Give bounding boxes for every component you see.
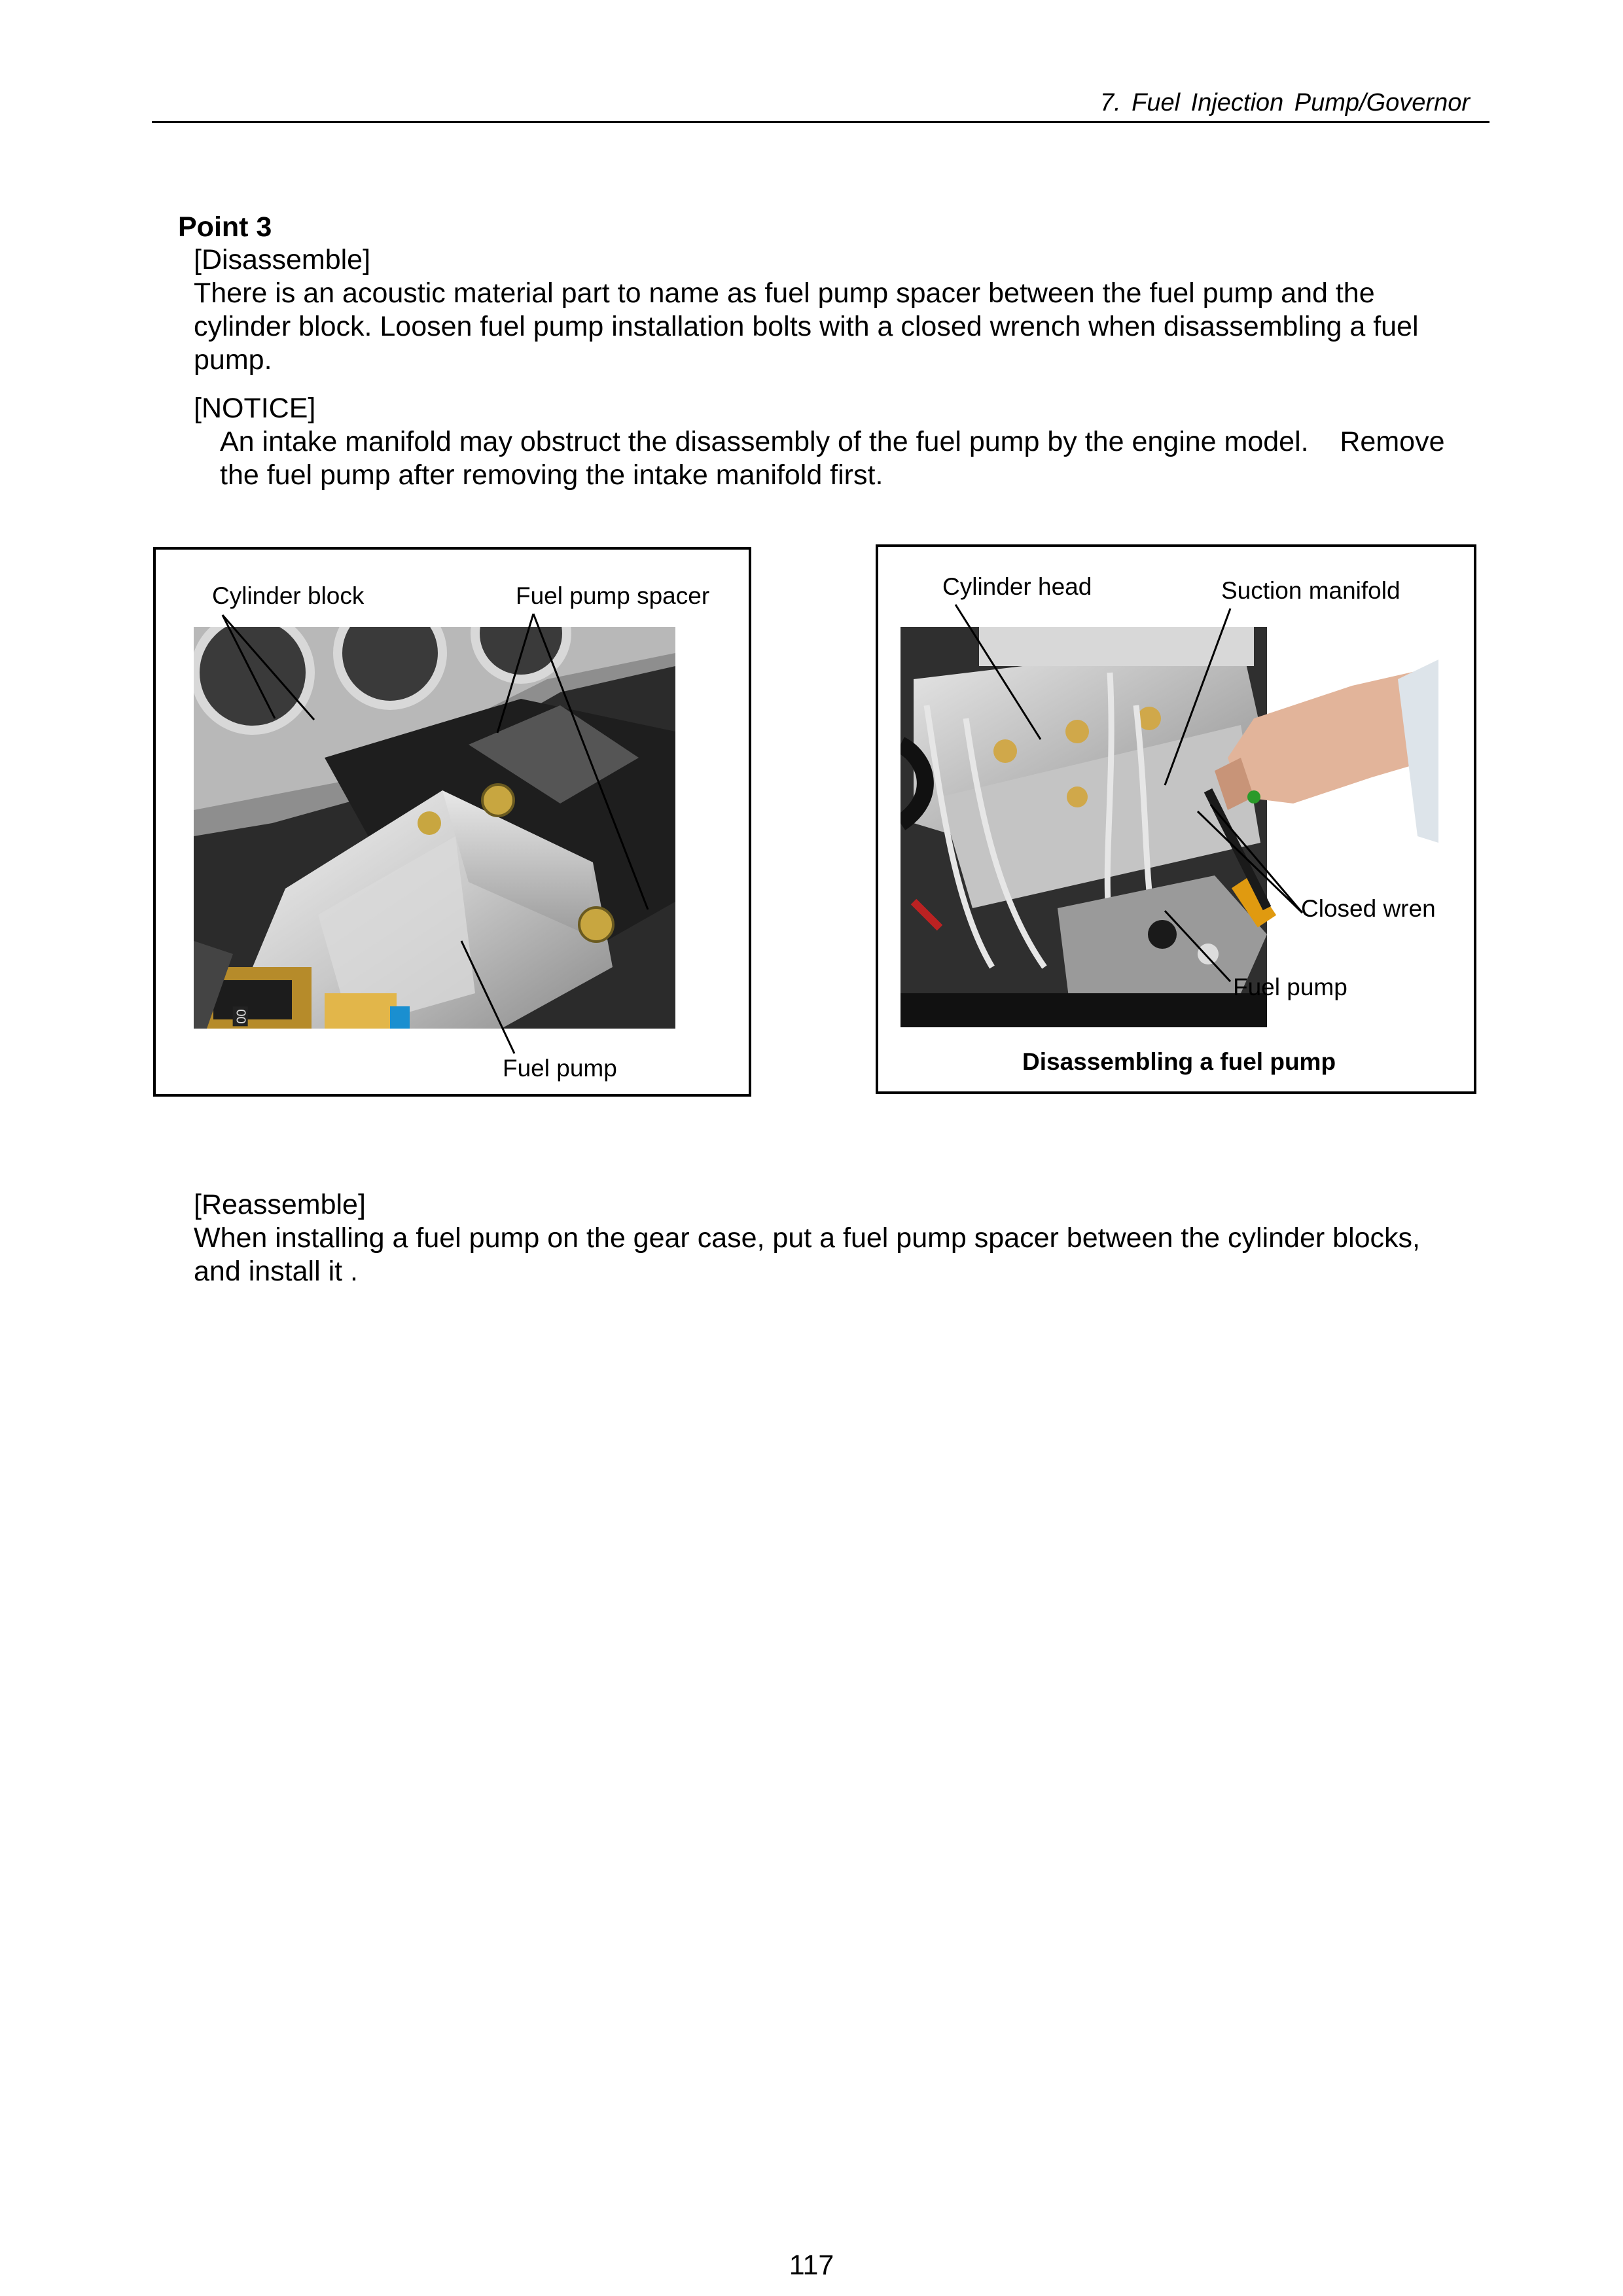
running-header: 7. Fuel Injection Pump/Governor (1099, 89, 1470, 116)
label-suction-manifold: Suction manifold (1221, 577, 1400, 604)
label-fuel-pump-spacer: Fuel pump spacer (516, 582, 710, 609)
notice-line: the fuel pump after removing the intake manifold first. (220, 459, 883, 491)
disassembling-fuel-pump-photo (901, 627, 1438, 1027)
label-closed-wrench: Closed wren (1301, 895, 1436, 922)
pump-stamp-text: 00 (233, 1006, 248, 1026)
disassemble-line: pump. (194, 344, 272, 376)
label-fuel-pump-right: Fuel pump (1233, 974, 1347, 1000)
notice-line: An intake manifold may obstruct the disassembly of the fuel pump by the engine model. Remove (220, 426, 1445, 457)
reassemble-line: and install it . (194, 1256, 358, 1287)
header-rule (152, 121, 1489, 123)
disassemble-line: cylinder block. Loosen fuel pump installation bolts with a closed wrench when disassembling a fuel (194, 311, 1419, 342)
reassemble-line: When installing a fuel pump on the gear case, put a fuel pump spacer between the cylinder blocks, (194, 1222, 1420, 1254)
label-fuel-pump: Fuel pump (503, 1055, 617, 1082)
label-cylinder-block: Cylinder block (212, 582, 365, 609)
page-number: 117 (789, 2250, 834, 2281)
point-heading: Point 3 (178, 211, 272, 243)
figure-caption: Disassembling a fuel pump (1022, 1048, 1336, 1075)
disassemble-heading: [Disassemble] (194, 244, 371, 275)
fuel-pump-spacer-photo (194, 627, 675, 1029)
notice-heading: [NOTICE] (194, 393, 316, 424)
disassemble-line: There is an acoustic material part to name as fuel pump spacer between the fuel pump and the (194, 277, 1375, 309)
label-cylinder-head: Cylinder head (942, 573, 1092, 600)
reassemble-heading: [Reassemble] (194, 1189, 366, 1220)
